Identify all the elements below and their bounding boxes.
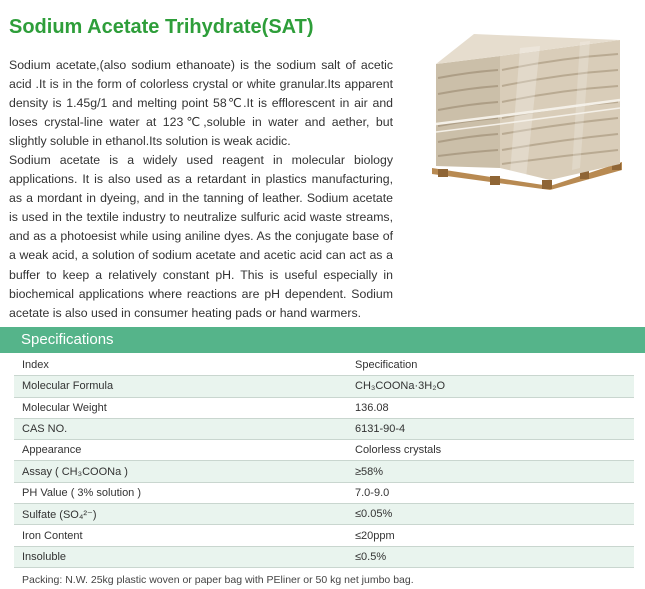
page-title: Sodium Acetate Trihydrate(SAT) bbox=[9, 16, 314, 38]
spec-value: Colorless crystals bbox=[347, 440, 634, 461]
table-header-row bbox=[14, 355, 634, 376]
table-row bbox=[14, 525, 634, 546]
table-row bbox=[14, 482, 634, 503]
packing-note: Packing: N.W. 25kg plastic woven or paper bag with PEliner or 50 kg net jumbo bag. bbox=[22, 574, 414, 586]
spec-index: PH Value ( 3% solution ) bbox=[14, 482, 347, 503]
specifications-header: Specifications bbox=[0, 327, 645, 353]
spec-index: Sulfate (SO₄²⁻) bbox=[14, 504, 347, 525]
table-row bbox=[14, 461, 634, 482]
table-row bbox=[14, 440, 634, 461]
spec-value: 136.08 bbox=[347, 397, 634, 418]
specifications-table bbox=[14, 355, 634, 568]
table-row bbox=[14, 546, 634, 567]
spec-value: ≤0.5% bbox=[347, 546, 634, 567]
spec-value: ≥58% bbox=[347, 461, 634, 482]
table-row bbox=[14, 504, 634, 525]
paragraph-1: Sodium acetate,(also sodium ethanoate) is the sodium salt of acetic acid .It is in the form of colorless crystal or white granular.Its apparent density is 1.45g/1 and melting point 58℃.It is efflorescent in air and loses crystal-line water at 123℃,soluble in water and aether, but slightly soluble in ethanol.Its solution is weak acidic. bbox=[9, 58, 393, 149]
header-index: Index bbox=[14, 355, 347, 376]
spec-index: Iron Content bbox=[14, 525, 347, 546]
spec-index: Assay ( CH₃COONa ) bbox=[14, 461, 347, 482]
paragraph-2: Sodium acetate is a widely used reagent in molecular biology applications. It is also used as a retardant in plastics manufacturing, as a mordant in dyeing, and in the tanning of leather. Sodium acetate is used in the textile industry to neutralize sulfuric acid waste streams, and as a photoesist while using aniline dyes. As the conjugate base of a weak acid, a solution of sodium acetate and acetic acid can act as a buffer to keep a relatively constant pH. This is useful especially in biochemical applications where reactions are pH dependent. Sodium acetate is also used in consumer heating pads or hand warmers. bbox=[9, 153, 393, 320]
table-row bbox=[14, 397, 634, 418]
spec-value: 7.0-9.0 bbox=[347, 482, 634, 503]
spec-index: Insoluble bbox=[14, 546, 347, 567]
spec-value: CH₃COONa·3H₂O bbox=[347, 376, 634, 397]
spec-value: ≤20ppm bbox=[347, 525, 634, 546]
spec-index: CAS NO. bbox=[14, 418, 347, 439]
spec-index: Molecular Formula bbox=[14, 376, 347, 397]
table-row bbox=[14, 418, 634, 439]
spec-value: 6131-90-4 bbox=[347, 418, 634, 439]
description bbox=[9, 56, 393, 323]
bag-stack bbox=[436, 34, 620, 180]
spec-index: Molecular Weight bbox=[14, 397, 347, 418]
spec-value: ≤0.05% bbox=[347, 504, 634, 525]
product-pallet-image bbox=[430, 28, 624, 190]
spec-index: Appearance bbox=[14, 440, 347, 461]
table-row bbox=[14, 376, 634, 397]
header-specification: Specification bbox=[347, 355, 634, 376]
